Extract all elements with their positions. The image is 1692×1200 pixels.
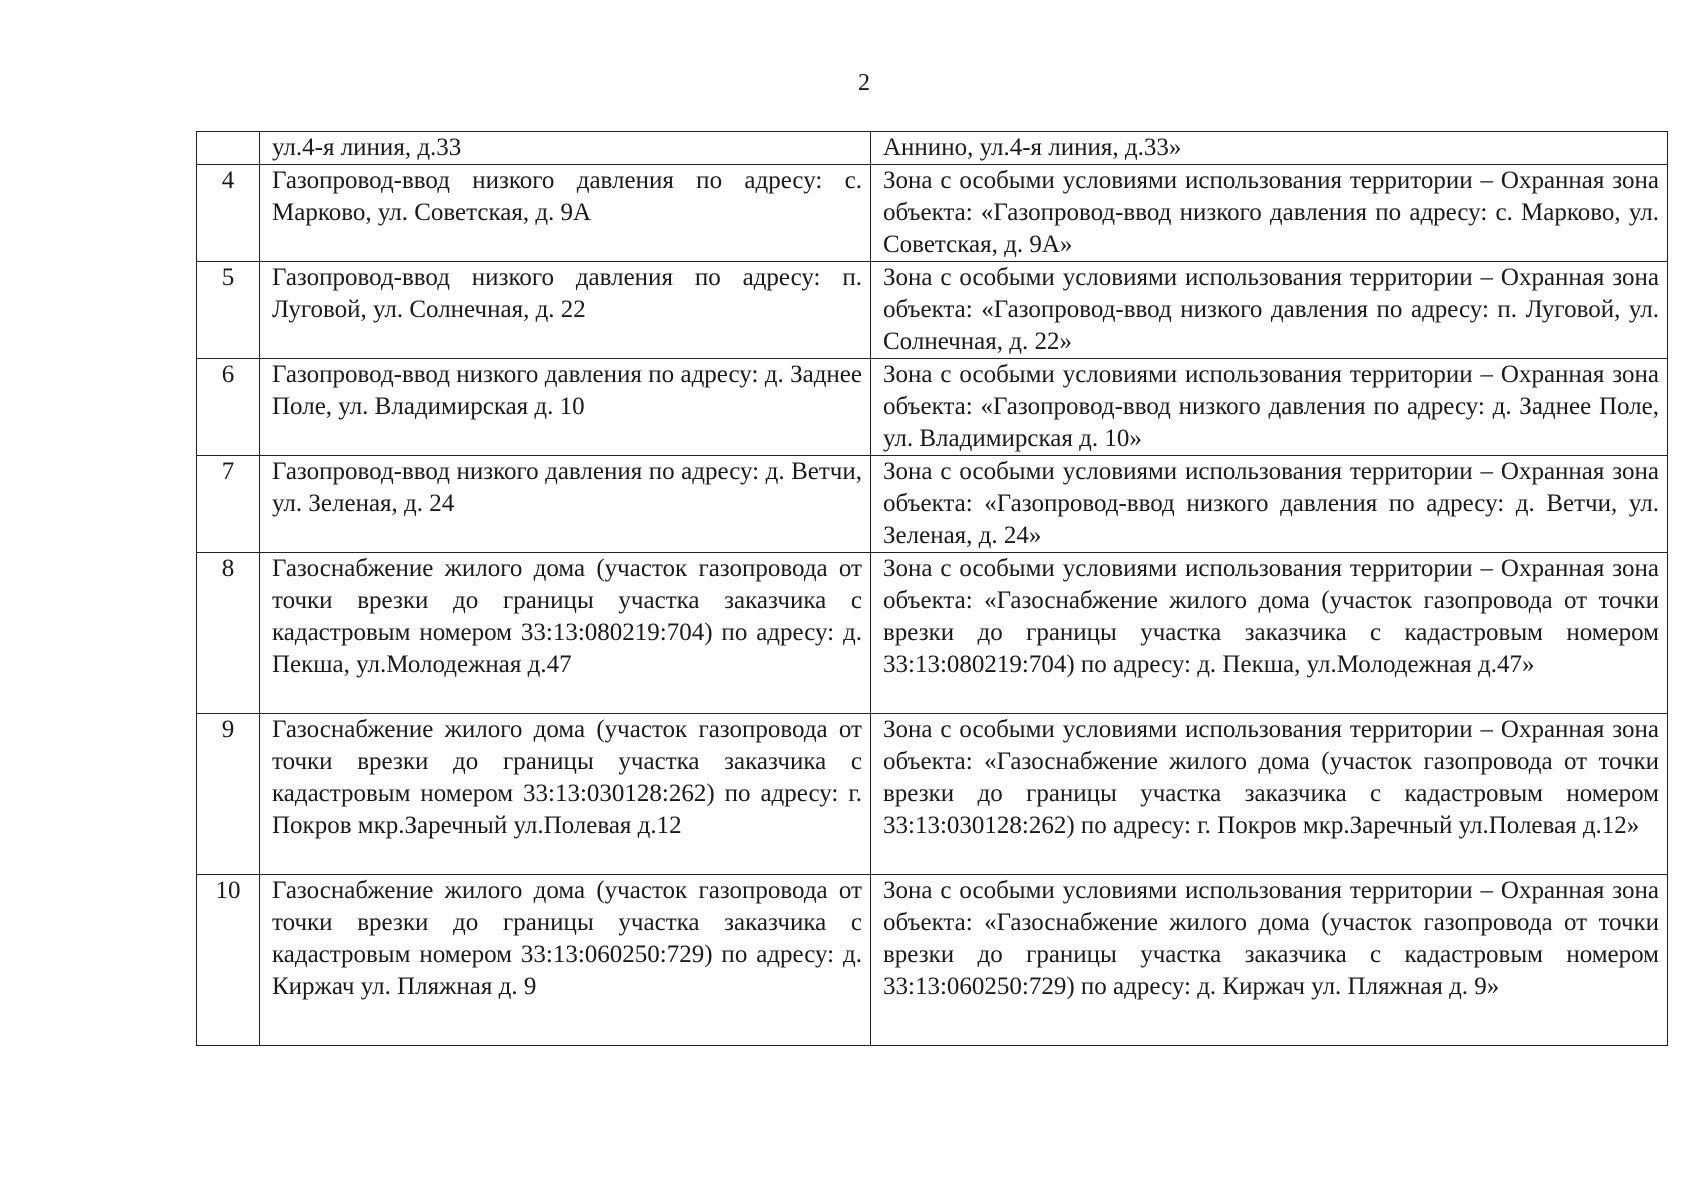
zones-table [196,131,1668,1046]
zone-text: Зона с особыми условиями использования территории – Охранная зона объекта: «Газоснабжение жилого дома (участок газопровода от точки врезки до границы участка заказчика с кадастровым номером 33:13:030128:262) по адресу: г. Покров мкр.Заречный ул.Полевая д.12» [883,716,1659,839]
zone-text: Зона с особыми условиями использования территории – Охранная зона объекта: «Газопровод-ввод низкого давления по адресу: п. Луговой, ул. Солнечная, д. 22» [883,264,1659,355]
table-row [197,714,1668,875]
table-row [197,456,1668,553]
object-cell [260,714,871,875]
zone-text: Аннино, ул.4-я линия, д.33» [883,134,1182,161]
zone-cell [871,456,1668,553]
zone-text: Зона с особыми условиями использования территории – Охранная зона объекта: «Газоснабжение жилого дома (участок газопровода от точки врезки до границы участка заказчика с кадастровым номером 33:13:060250:729) по адресу: д. Киржач ул. Пляжная д. 9» [883,877,1659,1000]
object-cell [260,456,871,553]
zone-text: Зона с особыми условиями использования территории – Охранная зона объекта: «Газопровод-ввод низкого давления по адресу: д. Ветчи, ул. Зеленая, д. 24» [883,458,1659,549]
object-text: Газоснабжение жилого дома (участок газопровода от точки врезки до границы участка заказчика с кадастровым номером 33:13:030128:262) по адресу: г. Покров мкр.Заречный ул.Полевая д.12 [272,716,862,839]
zone-cell [871,714,1668,875]
table-row [197,262,1668,359]
row-number-cell [197,132,260,165]
object-cell [260,553,871,714]
object-text: Газоснабжение жилого дома (участок газопровода от точки врезки до границы участка заказчика с кадастровым номером 33:13:080219:704) по адресу: д. Пекша, ул.Молодежная д.47 [272,555,862,678]
zone-cell [871,553,1668,714]
object-text: Газопровод-ввод низкого давления по адресу: с. Марково, ул. Советская, д. 9А [272,167,862,226]
object-cell [260,875,871,1046]
table-row [197,165,1668,262]
row-number-cell: 10 [197,875,260,1046]
zone-cell [871,359,1668,456]
row-number-cell: 7 [197,456,260,553]
zone-text: Зона с особыми условиями использования территории – Охранная зона объекта: «Газопровод-ввод низкого давления по адресу: д. Заднее Поле, ул. Владимирская д. 10» [883,361,1659,452]
zone-text: Зона с особыми условиями использования территории – Охранная зона объекта: «Газоснабжение жилого дома (участок газопровода от точки врезки до границы участка заказчика с кадастровым номером 33:13:080219:704) по адресу: д. Пекша, ул.Молодежная д.47» [883,555,1659,678]
object-cell [260,165,871,262]
row-number-cell: 9 [197,714,260,875]
object-cell [260,359,871,456]
object-text: Газопровод-ввод низкого давления по адресу: п. Луговой, ул. Солнечная, д. 22 [272,264,862,323]
table-row [197,553,1668,714]
table-row [197,875,1668,1046]
object-text: ул.4-я линия, д.33 [272,134,462,161]
object-text: Газопровод-ввод низкого давления по адресу: д. Заднее Поле, ул. Владимирская д. 10 [272,361,862,420]
row-number-cell: 5 [197,262,260,359]
object-cell [260,262,871,359]
object-text: Газопровод-ввод низкого давления по адресу: д. Ветчи, ул. Зеленая, д. 24 [272,458,862,517]
page-number: 2 [858,70,870,96]
zone-cell [871,165,1668,262]
table-row [197,359,1668,456]
row-number-cell: 8 [197,553,260,714]
zone-cell [871,262,1668,359]
row-number-cell: 6 [197,359,260,456]
zone-text: Зона с особыми условиями использования территории – Охранная зона объекта: «Газопровод-ввод низкого давления по адресу: с. Марково, ул. Советская, д. 9А» [883,167,1659,258]
row-number-cell: 4 [197,165,260,262]
object-text: Газоснабжение жилого дома (участок газопровода от точки врезки до границы участка заказчика с кадастровым номером 33:13:060250:729) по адресу: д. Киржач ул. Пляжная д. 9 [272,877,862,1000]
object-cell [260,132,871,165]
zone-cell [871,132,1668,165]
zone-cell [871,875,1668,1046]
table-row-continued [197,132,1668,165]
